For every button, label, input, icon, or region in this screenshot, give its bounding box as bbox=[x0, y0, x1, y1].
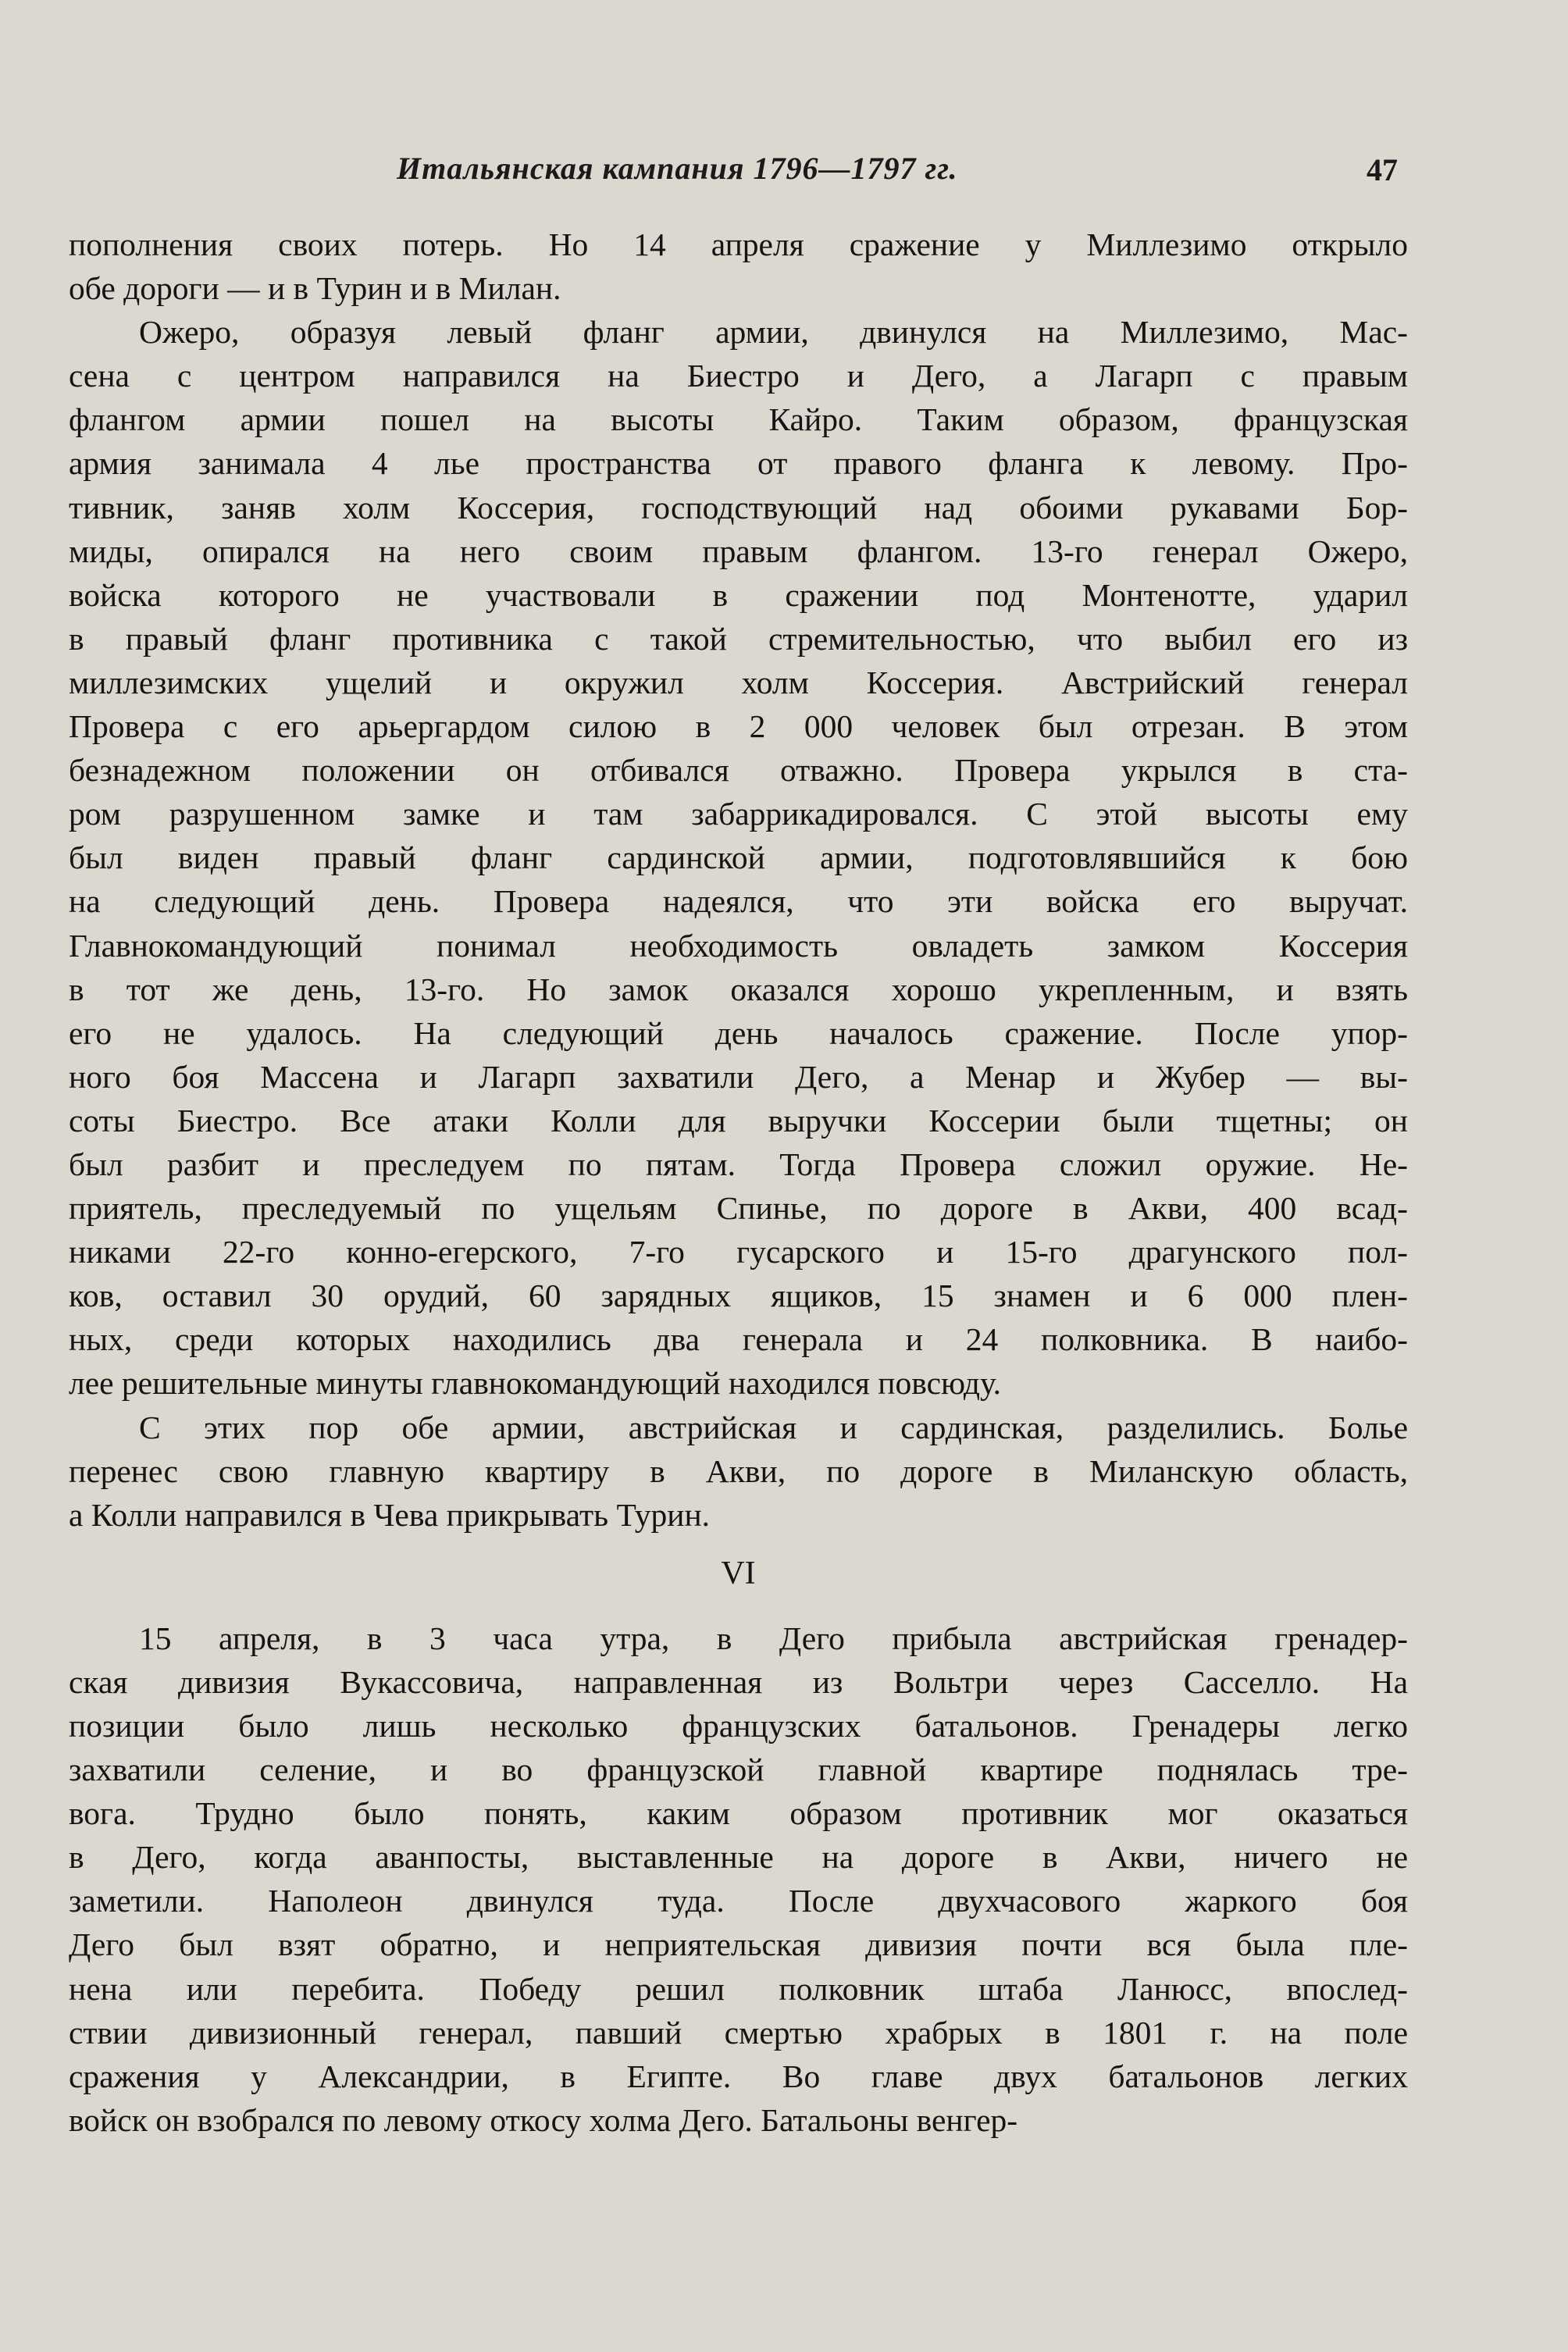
page-number: 47 bbox=[1367, 152, 1398, 187]
text-line: сена с центром направился на Биестро и Дего, а Лагарп с правым bbox=[69, 358, 1408, 394]
text-line: нена или перебита. Победу решил полковник штаба Ланюсс, впослед- bbox=[69, 1970, 1408, 2007]
paragraph bbox=[69, 310, 1408, 1405]
text-line: ного боя Массена и Лагарп захватили Дего, а Менар и Жубер — вы- bbox=[69, 1058, 1408, 1095]
text-line: приятель, преследуемый по ущельям Спинье, по дороге в Акви, 400 всад- bbox=[69, 1190, 1408, 1227]
text-line: ствии дивизионный генерал, павший смертью храбрых в 1801 г. на поле bbox=[69, 2014, 1408, 2051]
text-line: захватили селение, и во французской главной квартире поднялась тре- bbox=[69, 1752, 1408, 1788]
text-line: Провера с его арьергардом силою в 2 000 человек был отрезан. В этом bbox=[69, 708, 1408, 745]
text-line: соты Биестро. Все атаки Колли для выручки Коссерии были тщетны; он bbox=[69, 1102, 1408, 1139]
text-line: никами 22-го конно-егерского, 7-го гусарского и 15-го драгунского пол- bbox=[69, 1234, 1408, 1270]
text-line: на следующий день. Провера надеялся, что эти войска его выручат. bbox=[69, 883, 1408, 920]
text-line: тивник, заняв холм Коссерия, господствующий над обоими рукавами Бор- bbox=[69, 489, 1408, 526]
text-line: ром разрушенном замке и там забаррикадировался. С этой высоты ему bbox=[69, 796, 1408, 832]
text-line: войск он взобрался по левому откосу холма Дего. Батальоны венгер- bbox=[69, 2101, 1018, 2138]
text-line: а Колли направился в Чева прикрывать Турин. bbox=[69, 1496, 711, 1533]
body-text bbox=[69, 223, 1408, 2142]
text-line: Главнокомандующий понимал необходимость овладеть замком Коссерия bbox=[69, 927, 1408, 964]
text-line: сражения у Александрии, в Египте. Во главе двух батальонов легких bbox=[69, 2058, 1408, 2094]
text-line: войска которого не участвовали в сражении под Монтенотте, ударил bbox=[69, 576, 1408, 613]
text-line: миды, опирался на него своим правым флангом. 13-го генерал Ожеро, bbox=[69, 533, 1408, 569]
text-line: в Дего, когда аванпосты, выставленные на дороге в Акви, ничего не bbox=[69, 1839, 1408, 1876]
text-line: ская дивизия Вукассовича, направленная из Вольтри через Сасселло. На bbox=[69, 1663, 1408, 1700]
text-line: ных, среди которых находились два генерала и 24 полковника. В наибо- bbox=[69, 1321, 1408, 1358]
text-line: ков, оставил 30 орудий, 60 зарядных ящиков, 15 знамен и 6 000 плен- bbox=[69, 1278, 1408, 1314]
text-line: вога. Трудно было понять, каким образом противник мог оказаться bbox=[69, 1795, 1408, 1832]
text-line: пополнения своих потерь. Но 14 апреля сражение у Миллезимо открыло bbox=[69, 226, 1408, 262]
text-line: обе дороги — и в Турин и в Милан. bbox=[69, 270, 561, 307]
text-line: Дего был взят обратно, и неприятельская дивизия почти вся была пле- bbox=[69, 1926, 1408, 1963]
text-line: в тот же день, 13-го. Но замок оказался хорошо укрепленным, и взять bbox=[69, 971, 1408, 1007]
text-line: был разбит и преследуем по пятам. Тогда Провера сложил оружие. Не- bbox=[69, 1146, 1408, 1182]
text-line: позиции было лишь несколько французских батальонов. Гренадеры легко bbox=[69, 1708, 1408, 1744]
paragraph bbox=[69, 1406, 1408, 1537]
page-header bbox=[0, 150, 1568, 197]
text-line: его не удалось. На следующий день началось сражение. После упор- bbox=[69, 1014, 1408, 1051]
text-line: армия занимала 4 лье пространства от правого фланга к левому. Про- bbox=[69, 445, 1408, 482]
text-line: флангом армии пошел на высоты Кайро. Таким образом, французская bbox=[69, 401, 1408, 438]
paragraphs-before bbox=[69, 223, 1408, 1537]
section-heading: VI bbox=[721, 1555, 756, 1591]
paragraphs-after bbox=[69, 1616, 1408, 2142]
text-line: С этих пор обе армии, австрийская и сардинская, разделились. Болье bbox=[139, 1409, 1408, 1445]
text-line: Ожеро, образуя левый фланг армии, двинулся на Миллезимо, Мас- bbox=[139, 314, 1408, 351]
text-line: 15 апреля, в 3 часа утра, в Дего прибыла австрийская гренадер- bbox=[139, 1620, 1408, 1656]
text-line: перенес свою главную квартиру в Акви, по дороге в Миланскую область, bbox=[69, 1452, 1408, 1489]
text-line: лее решительные минуты главнокомандующий находился повсюду. bbox=[69, 1365, 1001, 1402]
running-title: Итальянская кампания 1796—1797 гг. bbox=[397, 151, 958, 186]
paragraph bbox=[69, 1616, 1408, 2142]
text-line: миллезимских ущелий и окружил холм Коссерия. Австрийский генерал bbox=[69, 664, 1408, 700]
paragraph bbox=[69, 223, 1408, 310]
text-line: в правый фланг противника с такой стремительностью, что выбил его из bbox=[69, 620, 1408, 657]
text-line: заметили. Наполеон двинулся туда. После двухчасового жаркого боя bbox=[69, 1883, 1408, 1919]
text-line: безнадежном положении он отбивался отважно. Провера укрылся в ста- bbox=[69, 752, 1408, 789]
text-line: был виден правый фланг сардинской армии, подготовлявшийся к бою bbox=[69, 839, 1408, 876]
